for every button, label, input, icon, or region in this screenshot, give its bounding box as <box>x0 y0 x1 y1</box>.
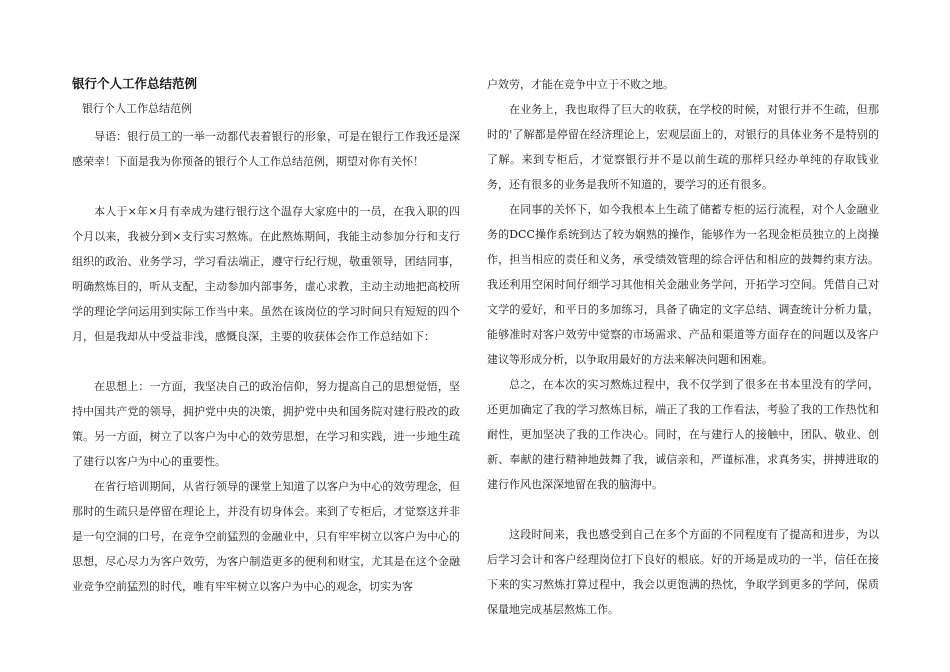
body-paragraph: 本人于×年×月有幸成为建行银行这个温存大家庭中的一员，在我入职的四个月以来，我被分到×支行实习熬炼。在此熬炼期间，我能主动参加分行和支行组织的政治、业务学习，学习看法端正，遵守行纪行规，敬重领导，团结同事，明确熬炼目的，听从支配，主动参加内部事务，虚心求教，主动主动地把高校所学的理论学问运用到实际工作当中来。虽然在该岗位的学习时间只有短短的四个月，但是我却从中受益非浅，感慨良深，主要的收获体会作工作总结如下： <box>72 205 460 343</box>
body-paragraph: 在业务上，我也取得了巨大的收获，在学校的时候，对银行并不生疏，但那时的'了解都是停留在经济理论上，宏观层面上的，对银行的具体业务不是特别的了解。来到专柜后，才觉察银行并不是以前生疏的那样只经办单纯的存取钱业务，还有很多的业务是我所不知道的，要学习的还有很多。 <box>487 103 879 191</box>
intro-paragraph: 导语：银行员工的一举一动都代表着银行的形象，可是在银行工作我还是深感荣幸！下面是我为你预备的银行个人工作总结范例，期望对你有关怀！ <box>72 130 460 168</box>
body-paragraph: 这段时间来，我也感受到自己在多个方面的不同程度有了提高和进步，为以后学习会计和客户经理岗位打下良好的根底。好的开场是成功的一半，信任在接下来的实习熬炼打算过程中，我会以更饱满的热忱，争取学到更多的学问，保质保量地完成基层熬炼工作。 <box>487 528 879 616</box>
body-paragraph: 在同事的关怀下，如今我根本上生疏了储蓄专柜的运行流程，对个人金融业务的DCC操作系统到达了较为娴熟的操作，能够作为一名现金柜员独立的上岗操作，担当相应的责任和义务，承受绩效管理的综合评估和相应的鼓舞约束方法。我还利用空闲时间仔细学习其他相关金融业务学问，开拓学习空间。凭借自己对文学的爱好，和平日的多加练习，具备了确定的文字总结、调查统计分析力量，能够准时对客户效劳中觉察的市场需求、产品和渠道等方面存在的问题以及客户建议等形成分析，以争取用最好的方法来解决问题和困难。 <box>487 203 879 366</box>
body-paragraph: 在省行培训期间，从省行领导的课堂上知道了以客户为中心的效劳理念，但那时的生疏只是停留在理论上，并没有切身体会。来到了专柜后，才觉察这并非是一句空洞的口号，在竞争空前猛烈的金融业中，只有牢牢树立以客户为中心的思想，尽心尽力为客户效劳，为客户制造更多的便利和财宝，尤其是在这个金融业竞争空前猛烈的时代，唯有牢牢树立以客户为中心的观念，切实为客 <box>72 480 460 593</box>
left-column <box>72 72 460 599</box>
paragraph-gap <box>72 349 460 374</box>
body-paragraph: 总之，在本次的实习熬炼过程中，我不仅学到了很多在书本里没有的学问，还更加确定了我的学习熬炼目标，端正了我的工作看法，考验了我的工作热忱和耐性，更加坚决了我的工作决心。同时，在与建行人的接触中，团队、敬业、创新、奉献的建行精神地鼓舞了我，诚信亲和，严谨标准，求真务实，拼搏进取的建行作风也深深地留在我的脑海中。 <box>487 378 879 491</box>
body-paragraph: 在思想上：一方面，我坚决自己的政治信仰，努力提高自己的思想觉悟，坚持中国共产党的领导，拥护党中央的决策，拥护党中央和国务院对建行股改的政策。另一方面，树立了以客户为中心的效劳思想，在学习和实践，进一步地生疏了建行以客户为中心的重要性。 <box>72 380 460 468</box>
document-subtitle: 银行个人工作总结范例 <box>82 102 192 115</box>
right-column <box>487 72 879 622</box>
document-title: 银行个人工作总结范例 <box>72 76 198 91</box>
paragraph-gap <box>72 174 460 199</box>
paragraph-gap <box>487 497 879 522</box>
body-paragraph: 户效劳，才能在竞争中立于不败之地。 <box>487 78 674 91</box>
